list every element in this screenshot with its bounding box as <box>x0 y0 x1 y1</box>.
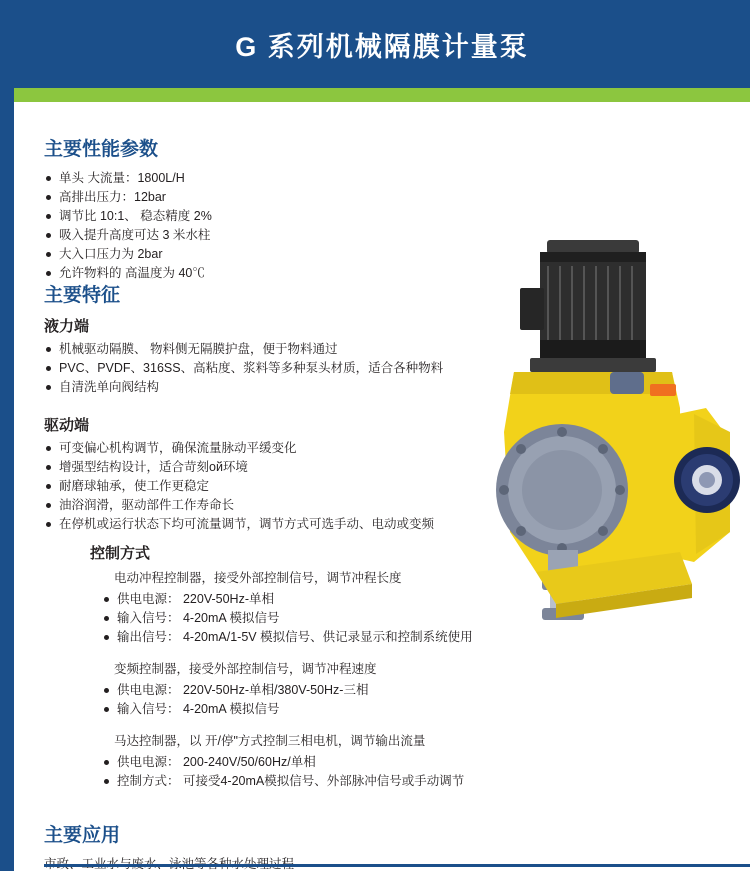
liquid-end-subtitle: 液力端 <box>44 318 90 335</box>
list-item: 在停机或运行状态下均可流量调节，调节方式可选手动、电动或变频 <box>44 515 514 534</box>
application-title: 主要应用 <box>44 825 121 846</box>
performance-title: 主要性能参数 <box>44 139 159 160</box>
control-group-intro: 马达控制器，以 开/停"方式控制三相电机，调节输出流量 <box>114 734 426 748</box>
control-group-list <box>102 681 560 719</box>
list-item: 调节比 10:1、 稳态精度 2% <box>44 207 404 226</box>
features-title: 主要特征 <box>44 285 121 306</box>
list-item: 增强型结构设计，适合苛刻ой环境 <box>44 458 514 477</box>
control-title: 控制方式 <box>90 545 151 562</box>
page-header <box>14 0 750 88</box>
list-item: 高排出压力：12bar <box>44 188 404 207</box>
list-item: 油浴润滑，驱动部件工作寿命长 <box>44 496 514 515</box>
performance-list <box>44 169 404 283</box>
list-item: 大入口压力为 2bar <box>44 245 404 264</box>
pump-product-image <box>444 232 750 652</box>
list-item: 机械驱动隔膜、 物料侧无隔膜护盘，便于物料通过 <box>44 340 474 359</box>
control-group-intro: 电动冲程控制器，接受外部控制信号，调节冲程长度 <box>114 571 402 585</box>
performance-section <box>44 134 404 293</box>
drive-end-subtitle: 驱动端 <box>44 417 90 434</box>
list-item: PVC、PVDF、316SS、高粘度、浆料等多种泵头材质，适合各种物料 <box>44 359 474 378</box>
control-group-intro: 变频控制器，接受外部控制信号，调节冲程速度 <box>114 662 377 676</box>
bottom-divider <box>44 864 750 867</box>
page-content <box>14 102 750 871</box>
left-accent-bar <box>0 0 14 871</box>
list-item: 允许物料的 高温度为 40℃ <box>44 264 404 283</box>
list-item: 控制方式： 可接受4-20mA模拟信号、外部脉冲信号或手动调节 <box>102 772 560 791</box>
liquid-end-list <box>44 340 474 397</box>
list-item: 输出信号： 4-20mA/1-5V 模拟信号、供记录显示和控制系统使用 <box>102 628 560 647</box>
list-item: 输入信号： 4-20mA 模拟信号 <box>102 700 560 719</box>
list-item: 自清洗单向阀结构 <box>44 378 474 397</box>
list-item: 供电电源： 220V-50Hz-单相/380V-50Hz-三相 <box>102 681 560 700</box>
page-title: G 系列机械隔膜计量泵 <box>235 31 529 62</box>
list-item: 耐磨球轴承，使工作更稳定 <box>44 477 514 496</box>
list-item: 供电电源： 220V-50Hz-单相 <box>102 590 560 609</box>
list-item: 可变偏心机构调节，确保流量脉动平缓变化 <box>44 439 514 458</box>
control-group-list <box>102 753 560 791</box>
features-section <box>44 280 474 407</box>
list-item: 输入信号： 4-20mA 模拟信号 <box>102 609 560 628</box>
pump-illustration <box>444 232 750 652</box>
header-accent-stripe <box>14 88 750 102</box>
list-item: 供电电源： 200-240V/50/60Hz/单相 <box>102 753 560 772</box>
list-item: 吸入提升高度可达 3 米水柱 <box>44 226 404 245</box>
list-item: 单头 大流量：1800L/H <box>44 169 404 188</box>
control-group-motor <box>90 732 560 791</box>
control-group-vfd <box>90 660 560 719</box>
